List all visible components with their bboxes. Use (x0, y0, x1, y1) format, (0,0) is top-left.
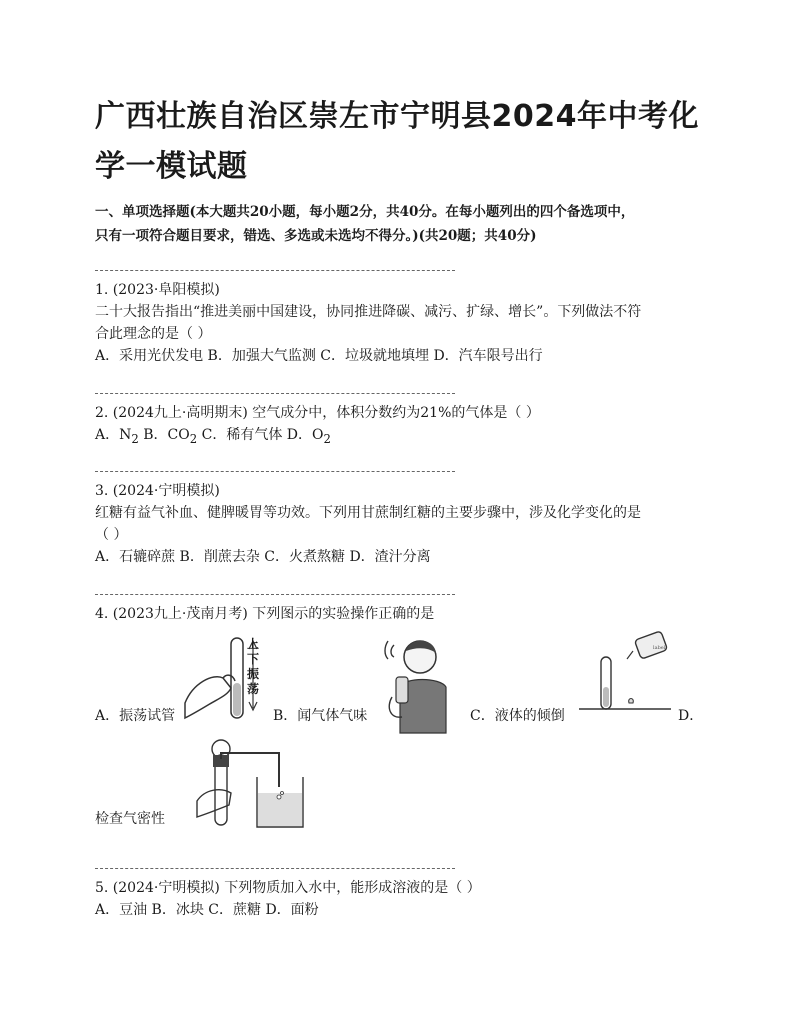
question-3-stem-line-1: 红糖有益气补血、健脾暖胃等功效。下列用甘蔗制红糖的主要步骤中，涉及化学变化的是 (95, 505, 641, 521)
question-2-stem: 2. (2024九上·高明期末) 空气成分中，体积分数约为21%的气体是（ ） (95, 405, 540, 421)
question-4-option-d: D． (678, 708, 704, 724)
question-2-option-b: B．CO (138, 427, 190, 443)
subscript: 2 (189, 431, 198, 446)
question-4-option-d-text: 检查气密性 (95, 811, 165, 827)
question-1-stem-line-2: 合此理念的是（ ） (95, 326, 212, 342)
question-divider (95, 594, 455, 595)
question-4 (95, 594, 710, 835)
question-5-stem: 5. (2024·宁明模拟) 下列物质加入水中，能形成溶液的是（ ） (95, 880, 481, 896)
question-4-option-b: B．闻气体气味 (273, 708, 368, 724)
question-5 (95, 868, 710, 921)
airtightness-check-figure (195, 735, 335, 835)
section-header (95, 200, 705, 248)
subscript: 2 (131, 431, 139, 446)
question-3 (95, 471, 710, 568)
section-header-line-2: 只有一项符合题目要求，错选、多选或未选均不得分。)(共20题；共40分) (95, 228, 537, 244)
question-4-stem: 4. (2023九上·茂南月考) 下列图示的实验操作正确的是 (95, 606, 435, 622)
question-2-options (95, 424, 710, 450)
question-2 (95, 393, 710, 450)
svg-text:label: label (653, 645, 666, 651)
question-4-figure-d-row (95, 735, 710, 835)
title-line-2: 学一模试题 (95, 149, 248, 184)
question-divider (95, 471, 455, 472)
question-4-figures-row (95, 625, 710, 735)
question-divider (95, 270, 455, 271)
pouring-liquid-figure (575, 631, 675, 711)
section-header-line-1: 一、单项选择题(本大题共20小题，每小题2分，共40分。在每小题列出的四个备选项中， (95, 204, 635, 220)
question-1-stem-line-1: 二十大报告指出“推进美丽中国建设，协同推进降碳、减污、扩绿、增长”。下列做法不符 (95, 304, 642, 320)
question-3-source: 3. (2024·宁明模拟) (95, 483, 220, 499)
question-2-option-a: A．N (95, 427, 132, 443)
question-1-source: 1. (2023·阜阳模拟) (95, 282, 220, 298)
question-divider (95, 868, 455, 869)
question-5-options: A．豆油 B．冰块 C．蔗糖 D．面粉 (95, 902, 319, 918)
page-title (95, 92, 715, 192)
question-divider (95, 393, 455, 394)
smelling-gas-figure (380, 627, 470, 737)
question-2-option-cd: C．稀有气体 D．O (197, 427, 324, 443)
question-1 (95, 270, 710, 367)
question-3-stem-line-2: （ ） (95, 527, 128, 543)
question-1-options: A．采用光伏发电 B．加强大气监测 C．垃圾就地填埋 D．汽车限号出行 (95, 348, 543, 364)
subscript: 2 (323, 431, 331, 446)
title-line-1: 广西壮族自治区崇左市宁明县2024年中考化 (95, 99, 699, 134)
question-4-option-c: C．液体的倾倒 (470, 708, 565, 724)
question-4-option-a: A．振荡试管 (95, 708, 176, 724)
question-3-options: A．石辘碎蔗 B．削蔗去杂 C．火煮熬糖 D．渣汁分离 (95, 549, 431, 565)
shake-direction-label: 上下振荡 (247, 637, 260, 696)
